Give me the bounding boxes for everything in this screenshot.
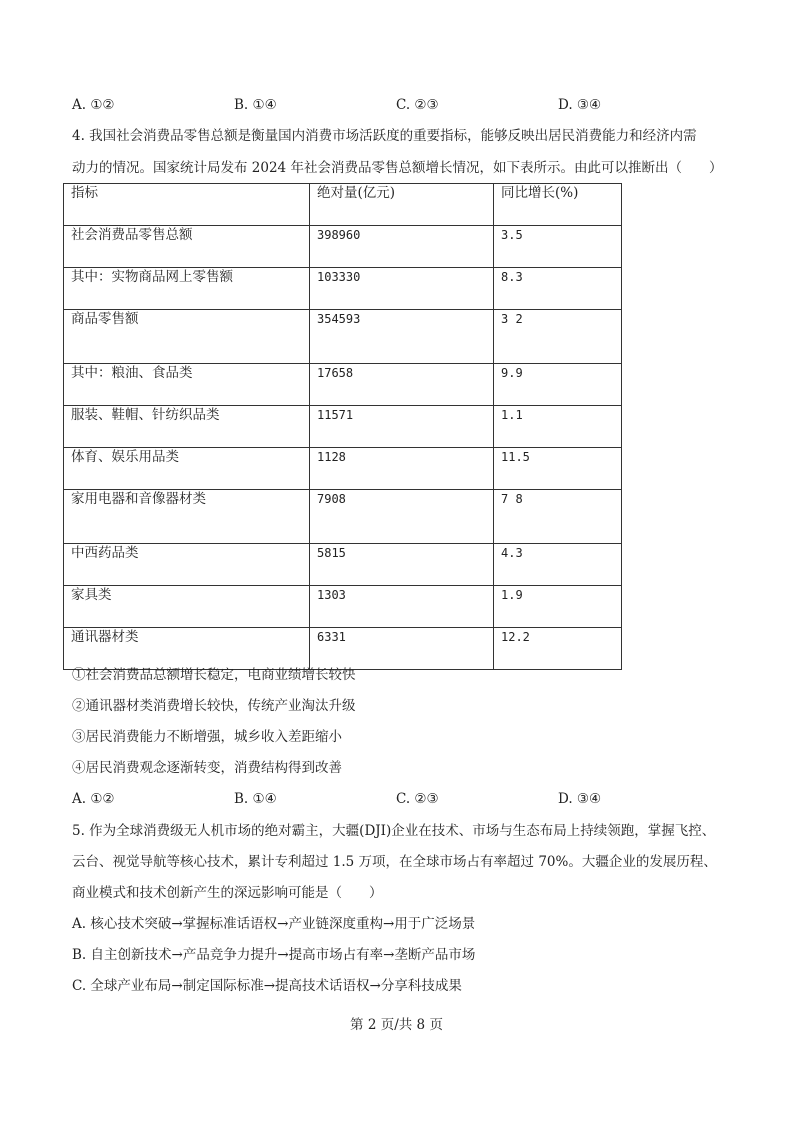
row-absolute: 1303: [310, 586, 494, 628]
row-indicator: 其中：实物商品网上零售额: [64, 268, 310, 310]
row-growth: 1.9: [494, 586, 622, 628]
q3-option-d[interactable]: D. ③④: [558, 97, 602, 113]
row-absolute: 354593: [310, 310, 494, 364]
row-absolute: 17658: [310, 364, 494, 406]
q4-option-d[interactable]: D. ③④: [558, 791, 602, 807]
q4-options: [72, 790, 632, 808]
row-growth: 7 8: [494, 490, 622, 544]
q5-stem-line-2: 云台、视觉导航等核心技术，累计专利超过 1.5 万项，在全球市场占有率超过 70%。大疆企业的发展历程、: [72, 854, 717, 870]
row-absolute: 6331: [310, 628, 494, 670]
row-absolute: 1128: [310, 448, 494, 490]
q5-stem-line-1: 5. 作为全球消费级无人机市场的绝对霸主，大疆(DJI)企业在技术、市场与生态布局上持续领跑，掌握飞控、: [72, 823, 716, 839]
table-row: [64, 406, 622, 448]
row-absolute: 7908: [310, 490, 494, 544]
q4-option-c[interactable]: C. ②③: [396, 791, 439, 807]
row-growth: 8.3: [494, 268, 622, 310]
table-row: [64, 310, 622, 364]
q4-statement-4: ④居民消费观念逐渐转变，消费结构得到改善: [72, 760, 342, 776]
q4-statement-2: ②通讯器材类消费增长较快，传统产业淘汰升级: [72, 698, 356, 714]
row-indicator: 社会消费品零售总额: [64, 226, 310, 268]
row-indicator: 通讯器材类: [64, 628, 310, 670]
page-footer: 第 2 页/共 8 页: [350, 1017, 443, 1033]
table-header-row: [64, 184, 622, 226]
row-growth: 4.3: [494, 544, 622, 586]
header-growth: 同比增长(%): [494, 184, 622, 226]
row-absolute: 5815: [310, 544, 494, 586]
table-row: [64, 586, 622, 628]
q5-option-b[interactable]: B. 自主创新技术→产品竞争力提升→提高市场占有率→垄断产品市场: [72, 947, 476, 963]
row-growth: 3.5: [494, 226, 622, 268]
table-row: [64, 364, 622, 406]
row-growth: 12.2: [494, 628, 622, 670]
row-growth: 1.1: [494, 406, 622, 448]
q3-option-b[interactable]: B. ①④: [234, 97, 277, 113]
q3-option-c[interactable]: C. ②③: [396, 97, 439, 113]
row-absolute: 398960: [310, 226, 494, 268]
row-indicator: 服装、鞋帽、针纺织品类: [64, 406, 310, 448]
q4-stem-line-2: 动力的情况。国家统计局发布 2024 年社会消费品零售总额增长情况，如下表所示。由此可以推断出（ ）: [72, 160, 723, 176]
row-indicator: 家用电器和音像器材类: [64, 490, 310, 544]
row-indicator: 体育、娱乐用品类: [64, 448, 310, 490]
retail-sales-table: [63, 183, 622, 670]
table-row: [64, 448, 622, 490]
row-absolute: 103330: [310, 268, 494, 310]
table-row: [64, 490, 622, 544]
q3-option-a[interactable]: A. ①②: [72, 97, 115, 113]
q4-option-a[interactable]: A. ①②: [72, 791, 115, 807]
table-row: [64, 628, 622, 670]
row-growth: 11.5: [494, 448, 622, 490]
q4-statement-3: ③居民消费能力不断增强，城乡收入差距缩小: [72, 729, 342, 745]
table-row: [64, 544, 622, 586]
row-indicator: 商品零售额: [64, 310, 310, 364]
header-indicator: 指标: [64, 184, 310, 226]
q5-stem-line-3: 商业模式和技术创新产生的深远影响可能是（ ）: [72, 885, 383, 901]
row-indicator: 家具类: [64, 586, 310, 628]
row-indicator: 中西药品类: [64, 544, 310, 586]
q4-statement-1: ①社会消费品总额增长稳定，电商业绩增长较快: [72, 667, 356, 683]
q3-options: [72, 96, 632, 114]
row-growth: 9.9: [494, 364, 622, 406]
table-row: [64, 268, 622, 310]
q5-option-a[interactable]: A. 核心技术突破→掌握标准话语权→产业链深度重构→用于广泛场景: [72, 916, 476, 932]
q5-option-c[interactable]: C. 全球产业布局→制定国际标准→提高技术话语权→分享科技成果: [72, 978, 462, 994]
table-row: [64, 226, 622, 268]
row-indicator: 其中：粮油、食品类: [64, 364, 310, 406]
header-absolute: 绝对量(亿元): [310, 184, 494, 226]
q4-option-b[interactable]: B. ①④: [234, 791, 277, 807]
row-absolute: 11571: [310, 406, 494, 448]
q4-stem-line-1: 4. 我国社会消费品零售总额是衡量国内消费市场活跃度的重要指标，能够反映出居民消费能力和经济内需: [72, 128, 697, 144]
row-growth: 3 2: [494, 310, 622, 364]
